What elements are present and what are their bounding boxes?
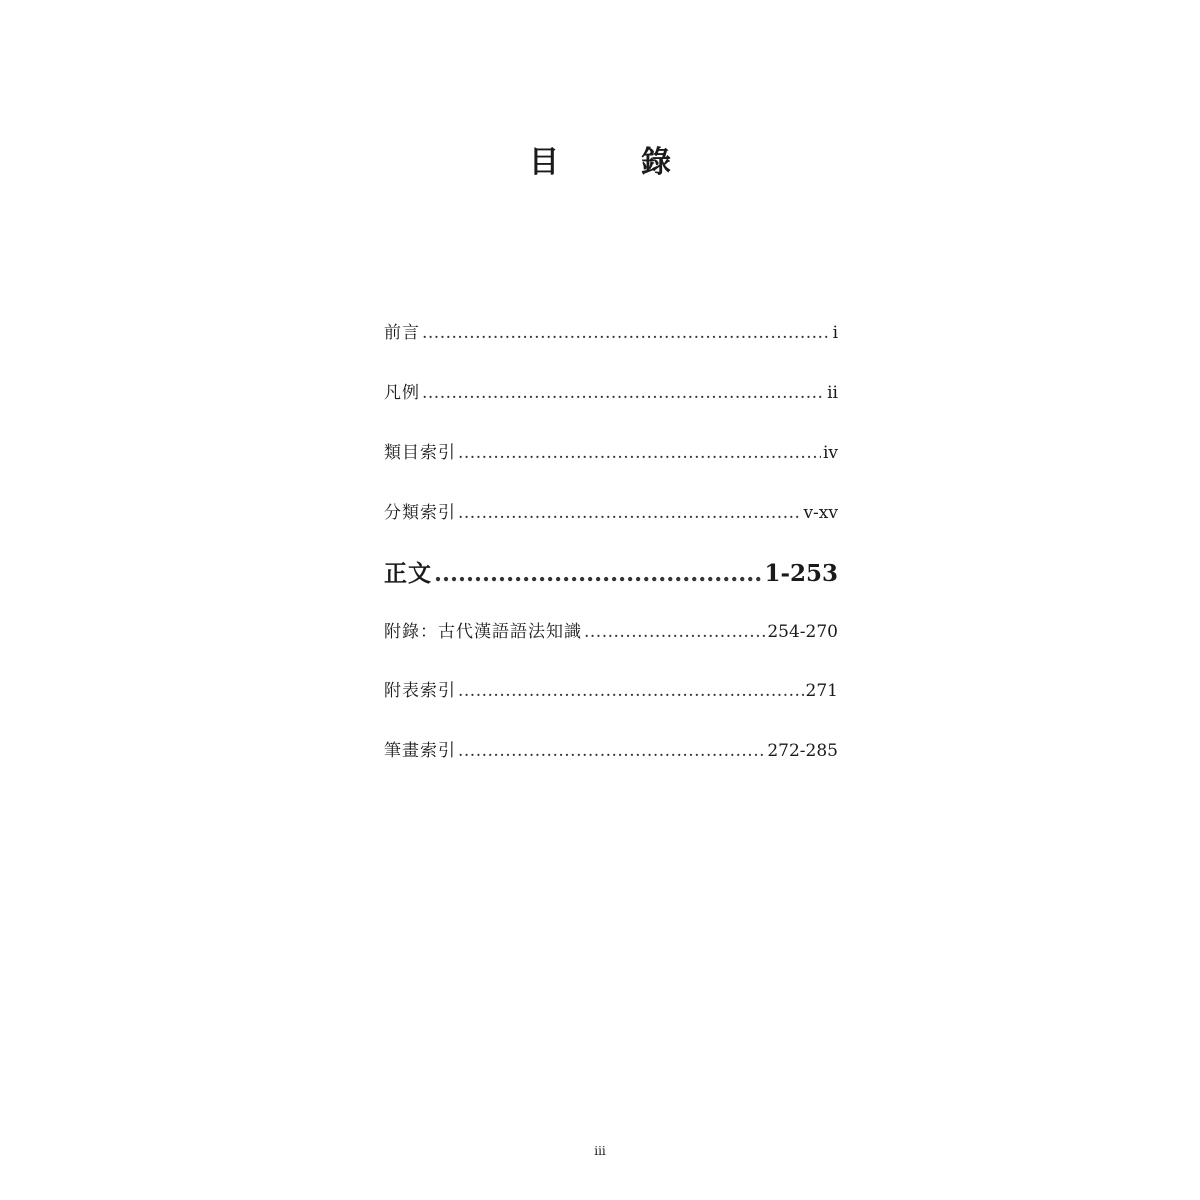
- toc-entry-stroke-index[interactable]: [384, 736, 838, 766]
- dot-leader: [458, 438, 821, 468]
- toc-entry-classified-index[interactable]: [384, 498, 838, 528]
- toc-entry-page: 271: [805, 681, 838, 701]
- toc-entry-label: 附表索引: [384, 681, 456, 701]
- page-number: iii: [594, 1144, 606, 1158]
- toc-entry-appendix[interactable]: [384, 617, 838, 647]
- dot-leader: [422, 378, 825, 408]
- dot-leader: [458, 736, 765, 766]
- dot-leader: [458, 498, 801, 528]
- toc-entry-page: 1-253: [764, 560, 838, 587]
- toc-entry-page: 272-285: [767, 741, 838, 761]
- toc-entry-preface[interactable]: [384, 318, 838, 348]
- dot-leader: [434, 556, 762, 592]
- toc-entry-label: 正文: [384, 560, 432, 587]
- toc-entry-label: 附錄：古代漢語語法知識: [384, 622, 582, 642]
- toc-entry-category-index[interactable]: [384, 438, 838, 468]
- dot-leader: [458, 676, 804, 706]
- toc-entry-page: iv: [822, 443, 838, 463]
- toc-entry-page: ii: [827, 383, 838, 403]
- toc-entry-conventions[interactable]: [384, 378, 838, 408]
- toc-entry-main-text[interactable]: [384, 556, 838, 592]
- toc-entry-page: 254-270: [767, 622, 838, 642]
- toc-entry-table-index[interactable]: [384, 676, 838, 706]
- dot-leader: [422, 318, 831, 348]
- toc-entry-label: 筆畫索引: [384, 741, 456, 761]
- page-title: 目 錄: [529, 145, 697, 180]
- toc-entry-label: 類目索引: [384, 443, 456, 463]
- toc-entry-label: 前言: [384, 323, 420, 343]
- toc-entry-page: i: [832, 323, 838, 343]
- toc-entry-label: 分類索引: [384, 503, 456, 523]
- toc-entry-page: v-xv: [803, 503, 838, 523]
- toc-entry-label: 凡例: [384, 383, 420, 403]
- dot-leader: [584, 617, 765, 647]
